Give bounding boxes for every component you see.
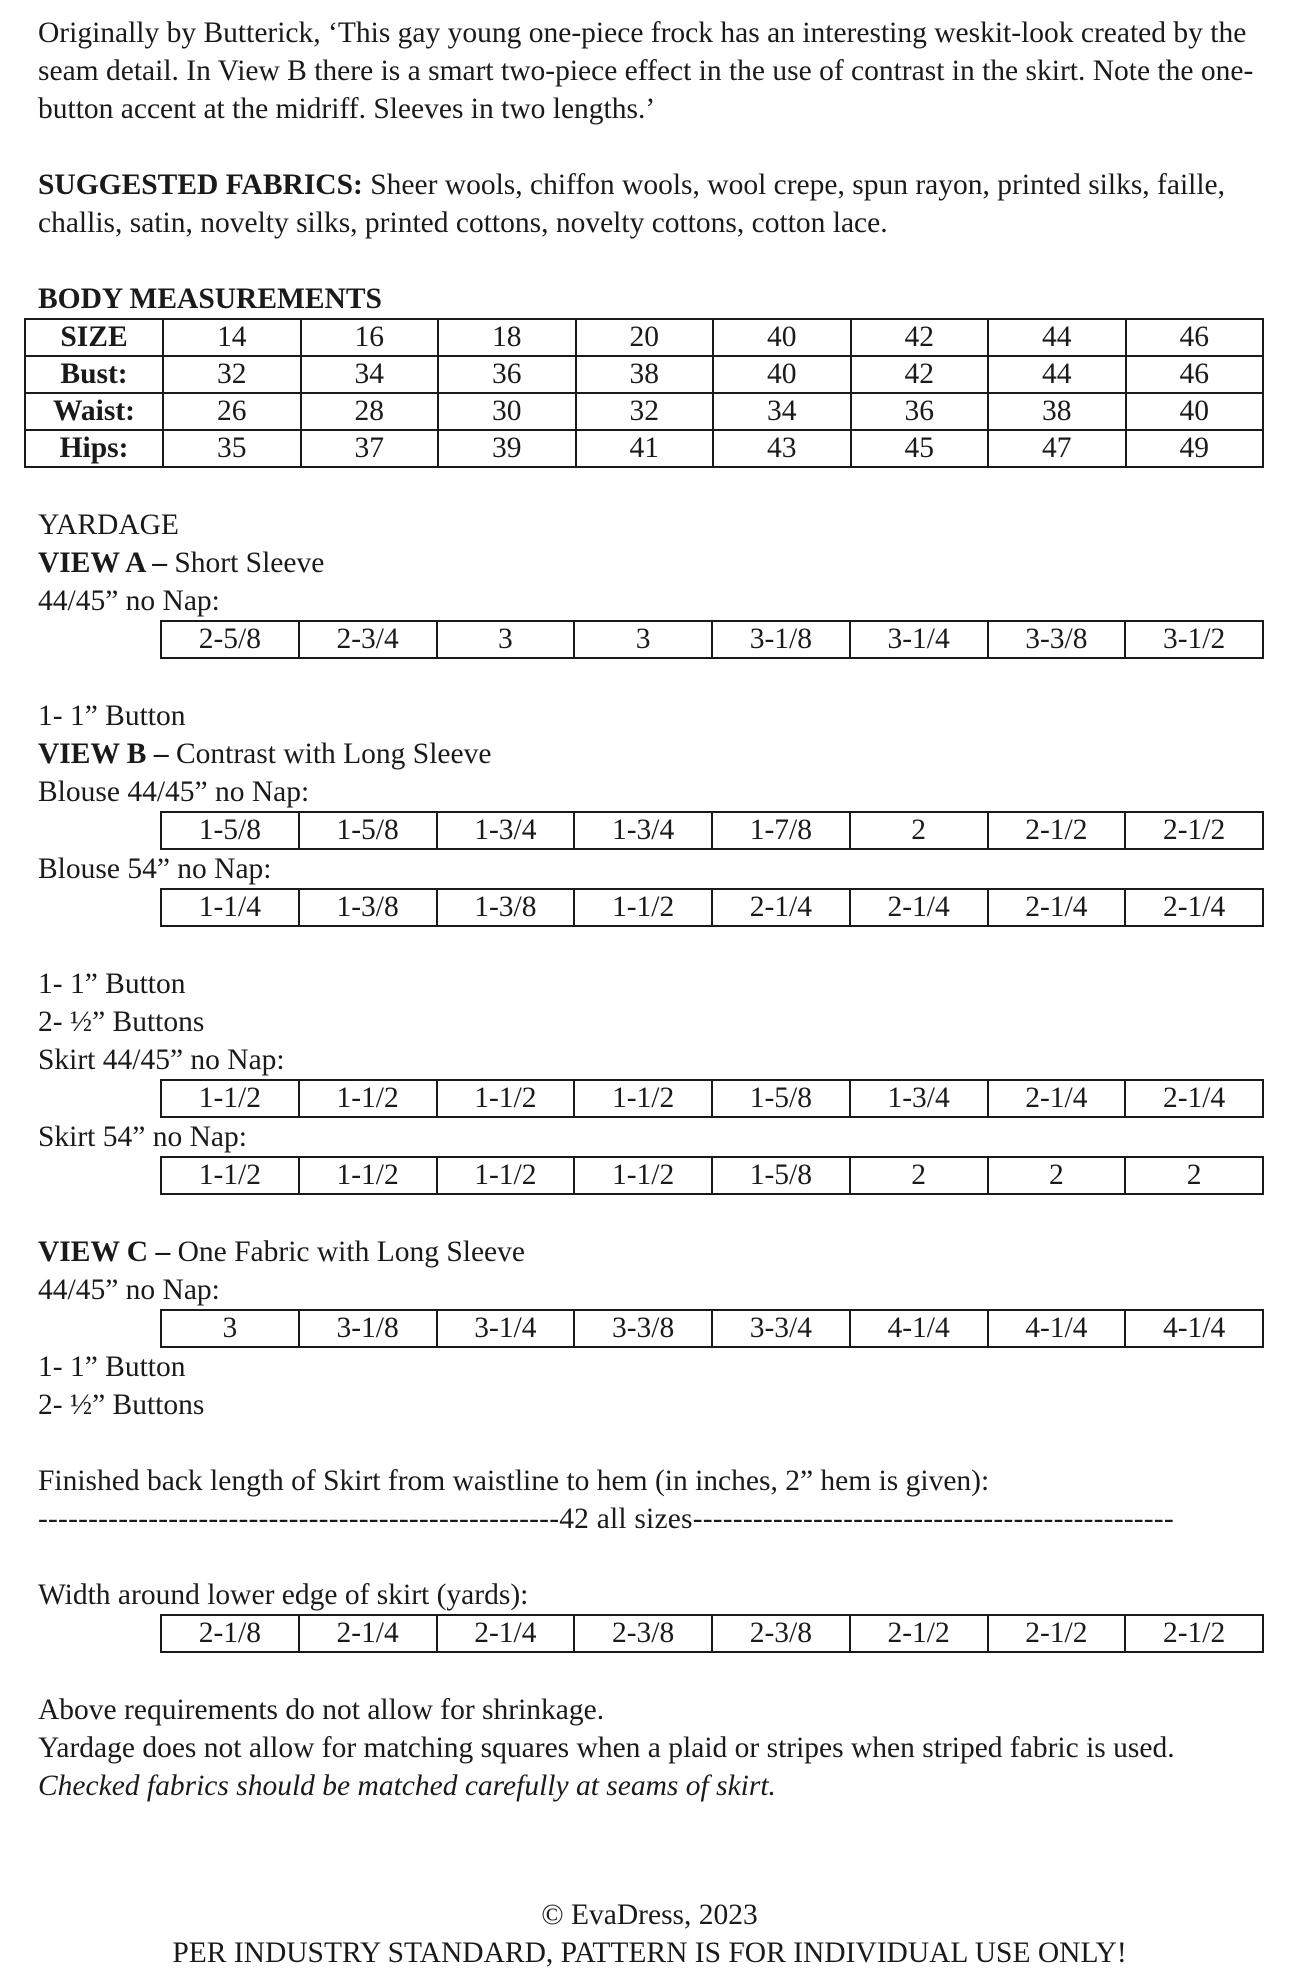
matching-note-italic: Checked fabrics should be matched carefully at seams of skirt. [38,1770,776,1802]
pattern-sheet [38,14,1268,1805]
view-c-yardage-row-1 [160,1309,1264,1348]
yardage-cell: 3 [161,1310,299,1347]
yardage-cell: 2-1/4 [850,889,988,926]
body-cell: 36 [851,393,989,430]
body-cell: 14 [163,319,301,356]
yardage-cell: 2-1/2 [850,1615,988,1652]
matching-note-text: Yardage does not allow for matching squares when a plaid or stripes when striped fabric is used. [38,1732,1175,1764]
yardage-cell: 2 [850,1157,988,1194]
yardage-row [161,1615,1263,1652]
yardage-cell: 2-1/4 [1125,1080,1263,1117]
suggested-fabrics [38,166,1268,242]
yardage-cell: 2-3/8 [712,1615,850,1652]
body-row-label: Bust: [25,356,163,393]
view-b-fabric-4: Skirt 54” no Nap: [38,1121,247,1153]
yardage-row [161,889,1263,926]
yardage-cell: 1-1/2 [574,889,712,926]
view-c-notions-2: 2- ½” Buttons [38,1389,205,1421]
body-cell: 32 [163,356,301,393]
yardage-cell: 2-1/2 [1125,1615,1263,1652]
body-cell: 40 [713,356,851,393]
yardage-row [161,812,1263,849]
footer [0,1896,1299,1972]
yardage-cell: 2-1/4 [1125,889,1263,926]
body-cell: 18 [438,319,576,356]
view-b-notions-2: 2- ½” Buttons [38,1006,205,1038]
yardage-cell: 1-3/4 [437,812,575,849]
yardage-cell: 1-5/8 [712,1157,850,1194]
yardage-cell: 2 [988,1157,1126,1194]
body-cell: 35 [163,430,301,467]
body-cell: 47 [988,430,1126,467]
yardage-row [161,1157,1263,1194]
body-cell: 30 [438,393,576,430]
body-row-label: SIZE [25,319,163,356]
yardage-cell: 2-5/8 [161,621,299,658]
yardage-cell: 1-5/8 [161,812,299,849]
yardage-cell: 3-1/8 [712,621,850,658]
yardage-cell: 1-1/2 [437,1157,575,1194]
finished-length-dashes: ----------------------------------------------------42 all sizes------------------------------------------------ [38,1503,1174,1535]
body-cell: 43 [713,430,851,467]
view-b-fabric-2: Blouse 54” no Nap: [38,853,272,885]
shrinkage-note: Above requirements do not allow for shrinkage. [38,1694,605,1726]
body-cell: 38 [988,393,1126,430]
yardage-cell: 1-5/8 [712,1080,850,1117]
usage-notice: PER INDUSTRY STANDARD, PATTERN IS FOR INDIVIDUAL USE ONLY! [172,1937,1127,1969]
intro-paragraph: Originally by Butterick, ‘This gay young one-piece frock has an interesting weskit-look created by the seam detail. In View B there is a smart two-piece effect in the use of contrast in the skirt. Note the one-button accent at the midriff. Sleeves in two lengths.’ [38,17,1254,125]
yardage-cell: 1-1/2 [161,1080,299,1117]
view-b-yardage-row-1 [160,811,1264,850]
yardage-cell: 1-3/8 [299,889,437,926]
body-cell: 41 [576,430,714,467]
body-cell: 42 [851,356,989,393]
skirt-width-row [160,1614,1264,1653]
view-b-fabric-1: Blouse 44/45” no Nap: [38,776,310,808]
copyright: © EvaDress, 2023 [541,1899,758,1931]
body-cell: 44 [988,356,1126,393]
yardage-heading: YARDAGE [38,509,179,541]
body-cell: 34 [301,356,439,393]
yardage-cell: 1-1/2 [574,1080,712,1117]
yardage-cell: 2-1/2 [988,1615,1126,1652]
view-b-yardage-row-4 [160,1156,1264,1195]
yardage-cell: 2 [1125,1157,1263,1194]
yardage-cell: 3-1/8 [299,1310,437,1347]
yardage-cell: 3 [574,621,712,658]
view-b-heading [38,735,1268,773]
yardage-cell: 3-1/4 [850,621,988,658]
body-row [25,356,1263,393]
body-cell: 20 [576,319,714,356]
yardage-cell: 1-3/4 [574,812,712,849]
yardage-cell: 1-1/2 [574,1157,712,1194]
yardage-cell: 1-3/8 [437,889,575,926]
yardage-row [161,1310,1263,1347]
body-row [25,393,1263,430]
view-a-subtitle: Short Sleeve [166,547,325,579]
body-row-label: Hips: [25,430,163,467]
skirt-width-text: Width around lower edge of skirt (yards): [38,1579,529,1611]
body-row [25,319,1263,356]
body-row-label: Waist: [25,393,163,430]
yardage-cell: 3-3/8 [988,621,1126,658]
yardage-cell: 2-3/8 [574,1615,712,1652]
body-cell: 37 [301,430,439,467]
view-a-heading [38,544,1268,582]
yardage-cell: 3-1/2 [1125,621,1263,658]
yardage-cell: 2-1/4 [712,889,850,926]
yardage-row [161,1080,1263,1117]
yardage-row [161,621,1263,658]
body-table-body [25,319,1263,467]
view-a-yardage-row-1 [160,620,1264,659]
view-a-fabric-1: 44/45” no Nap: [38,585,220,617]
body-cell: 45 [851,430,989,467]
view-b-fabric-3: Skirt 44/45” no Nap: [38,1044,285,1076]
yardage-cell: 4-1/4 [850,1310,988,1347]
finished-length-text: Finished back length of Skirt from waistline to hem (in inches, 2” hem is given): [38,1465,990,1497]
view-b-title: VIEW B – [38,738,169,770]
body-cell: 36 [438,356,576,393]
yardage-cell: 1-1/2 [437,1080,575,1117]
yardage-cell: 3-3/8 [574,1310,712,1347]
body-measurements-heading: BODY MEASUREMENTS [38,283,382,315]
yardage-cell: 2-1/4 [437,1615,575,1652]
yardage-cell: 1-1/2 [299,1157,437,1194]
body-cell: 38 [576,356,714,393]
body-cell: 34 [713,393,851,430]
view-a-title: VIEW A – [38,547,167,579]
body-cell: 39 [438,430,576,467]
body-cell: 46 [1126,319,1264,356]
yardage-cell: 2-1/2 [1125,812,1263,849]
yardage-cell: 4-1/4 [988,1310,1126,1347]
yardage-cell: 2 [850,812,988,849]
body-measurements-table [24,318,1264,468]
body-cell: 46 [1126,356,1264,393]
body-row [25,430,1263,467]
body-cell: 49 [1126,430,1264,467]
yardage-cell: 2-1/8 [161,1615,299,1652]
yardage-cell: 3-3/4 [712,1310,850,1347]
yardage-cell: 2-1/4 [988,889,1126,926]
fabrics-text: Sheer wools, chiffon wools, wool crepe, spun rayon, printed silks, faille, challis, satin, novelty silks, printed cottons, novelty cottons, cotton lace. [38,169,1226,239]
yardage-cell: 3-1/4 [437,1310,575,1347]
yardage-cell: 1-3/4 [850,1080,988,1117]
yardage-cell: 1-1/4 [161,889,299,926]
body-cell: 32 [576,393,714,430]
body-cell: 16 [301,319,439,356]
view-b-yardage-row-2 [160,888,1264,927]
view-c-subtitle: One Fabric with Long Sleeve [170,1236,525,1268]
body-cell: 40 [1126,393,1264,430]
yardage-cell: 3 [437,621,575,658]
yardage-cell: 2-1/4 [988,1080,1126,1117]
yardage-cell: 2-1/2 [988,812,1126,849]
body-cell: 40 [713,319,851,356]
yardage-cell: 1-7/8 [712,812,850,849]
yardage-cell: 1-1/2 [299,1080,437,1117]
view-c-heading [38,1233,1268,1271]
view-c-title: VIEW C – [38,1236,171,1268]
body-cell: 42 [851,319,989,356]
view-b-subtitle: Contrast with Long Sleeve [168,738,492,770]
body-cell: 26 [163,393,301,430]
yardage-cell: 1-5/8 [299,812,437,849]
fabrics-label: SUGGESTED FABRICS: [38,169,363,201]
view-b-yardage-row-3 [160,1079,1264,1118]
yardage-cell: 4-1/4 [1125,1310,1263,1347]
yardage-cell: 2-3/4 [299,621,437,658]
body-cell: 28 [301,393,439,430]
matching-note [38,1729,1268,1805]
body-cell: 44 [988,319,1126,356]
view-a-notions-1: 1- 1” Button [38,700,186,732]
view-c-notions-1: 1- 1” Button [38,1351,186,1383]
view-b-notions-1: 1- 1” Button [38,968,186,1000]
yardage-cell: 1-1/2 [161,1157,299,1194]
view-c-fabric-1: 44/45” no Nap: [38,1274,220,1306]
yardage-cell: 2-1/4 [299,1615,437,1652]
